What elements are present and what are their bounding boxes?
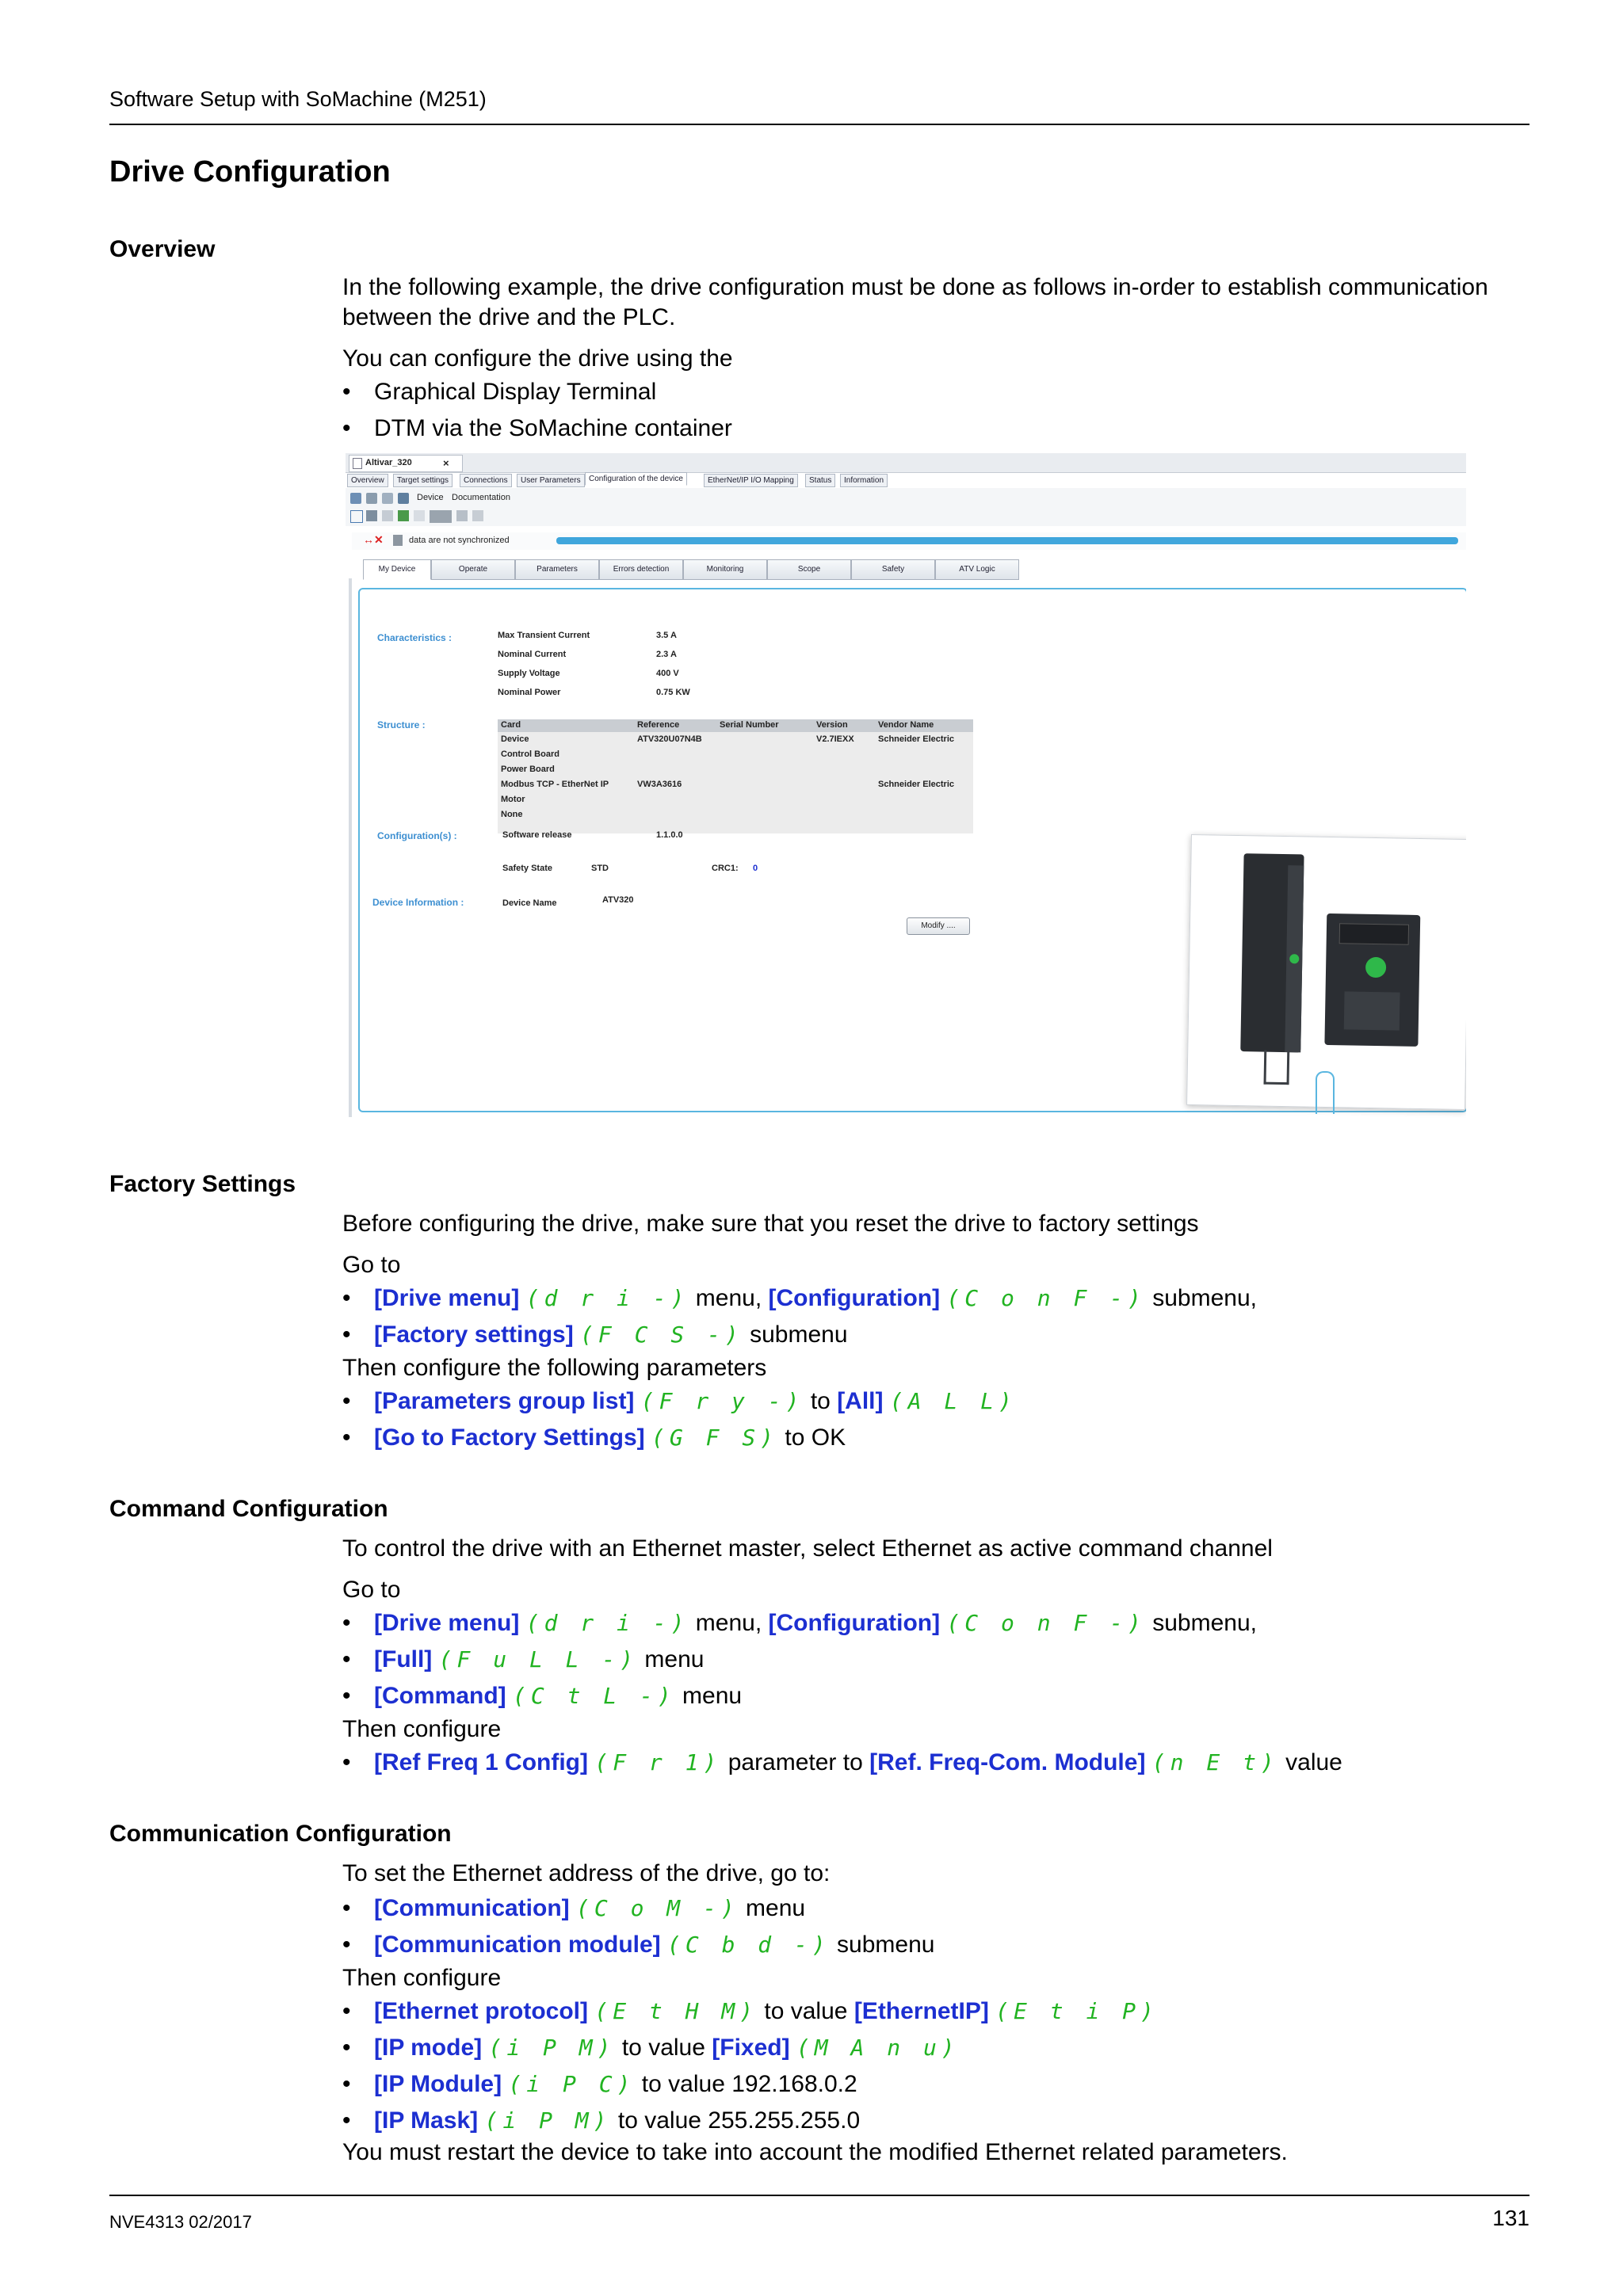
table-cell: V2.7IEXX [816, 734, 854, 744]
bullet: • [342, 1425, 351, 1451]
bullet: • [342, 1895, 351, 1921]
list-item: • [Go to Factory Settings] (G F S) to OK [342, 1425, 846, 1451]
tab-safety[interactable]: Safety [851, 559, 935, 580]
sync-progress-bar [556, 537, 1458, 544]
table-cell: VW3A3616 [637, 780, 682, 789]
list-item: • DTM via the SoMachine container [342, 415, 732, 441]
table-cell: Schneider Electric [878, 734, 954, 744]
safety-state-label: Safety State [502, 864, 552, 873]
list-item: • [Communication module] (C b d -) submenu [342, 1932, 935, 1958]
column-header: Reference [637, 720, 680, 730]
safety-state-value: STD [591, 864, 609, 873]
bullet: • [342, 1932, 351, 1958]
overview-paragraph-line-2: between the drive and the PLC. [342, 304, 676, 330]
tab-overview[interactable]: Overview [347, 474, 388, 487]
table-cell: Power Board [501, 765, 555, 774]
export-icon[interactable] [472, 510, 483, 521]
toolbar-documentation-menu[interactable]: Documentation [452, 493, 510, 502]
save-icon[interactable] [350, 510, 363, 523]
list-item: • Graphical Display Terminal [342, 379, 657, 405]
tab-operate[interactable]: Operate [431, 559, 515, 580]
table-cell: Device [501, 734, 529, 744]
tab-my-device[interactable]: My Device [363, 559, 431, 580]
toolbar [346, 488, 1466, 526]
compact-drive-display [1339, 923, 1409, 945]
tab-errors-detection[interactable]: Errors detection [599, 559, 683, 580]
column-header: Card [501, 720, 521, 730]
char-value: 400 V [656, 669, 679, 678]
toolbar-device-menu[interactable]: Device [417, 493, 444, 502]
tab-configuration-of-the-device[interactable]: Configuration of the device [585, 472, 687, 486]
list-item: • [Parameters group list] (F r y -) to [All] (A L L) [342, 1388, 1017, 1414]
device-name-label: Device Name [502, 898, 557, 908]
overview-paragraph-line-1: In the following example, the drive configuration must be done as follows in-order to establish communication [342, 274, 1488, 300]
table-cell: ATV320U07N4B [637, 734, 702, 744]
list-item: • [Ethernet protocol] (E t H M) to value [EthernetIP] (E t i P) [342, 1998, 1159, 2024]
bullet: • [342, 2035, 351, 2061]
left-border [349, 578, 352, 1117]
crc-value: 0 [753, 864, 758, 873]
list-item: • [Full] (F u L L -) menu [342, 1646, 705, 1672]
table-cell: Control Board [501, 749, 559, 759]
stop-icon[interactable] [414, 510, 425, 521]
bullet: • [342, 1322, 351, 1348]
bullet: • [342, 379, 351, 405]
page-title: Drive Configuration [109, 155, 391, 189]
structure-label: Structure : [377, 719, 426, 730]
factory-paragraph: Before configuring the drive, make sure that you reset the drive to factory settings [342, 1211, 1199, 1237]
configuration-label: Configuration(s) : [377, 830, 457, 841]
table-cell: Schneider Electric [878, 780, 954, 789]
list-item: • [Communication] (C o M -) menu [342, 1895, 806, 1921]
bullet: • [342, 1610, 351, 1636]
section-heading-factory-settings: Factory Settings [109, 1171, 296, 1197]
run-icon[interactable] [398, 510, 409, 521]
device-information-label: Device Information : [372, 897, 464, 908]
tab-user-parameters[interactable]: User Parameters [517, 474, 585, 487]
command-paragraph: To control the drive with an Ethernet master, select Ethernet as active command channel [342, 1535, 1273, 1562]
list-item: • [Factory settings] (F C S -) submenu [342, 1322, 848, 1348]
command-then: Then configure [342, 1716, 502, 1742]
connect-icon[interactable] [350, 493, 361, 504]
modify-button[interactable]: Modify .... [907, 917, 970, 935]
tab-connections[interactable]: Connections [460, 474, 512, 487]
list-item: • [Ref Freq 1 Config] (F r 1) parameter to [Ref. Freq-Com. Module] (n E t) value [342, 1749, 1342, 1775]
upload-icon[interactable] [382, 493, 393, 504]
window-tabbar [346, 453, 1466, 473]
tab-atv-logic[interactable]: ATV Logic [935, 559, 1019, 580]
chart-icon[interactable] [456, 510, 468, 521]
bullet: • [342, 1749, 351, 1775]
characteristics-label: Characteristics : [377, 632, 453, 643]
tab-parameters[interactable]: Parameters [515, 559, 599, 580]
page-number: 131 [1492, 2206, 1529, 2230]
communication-then: Then configure [342, 1965, 502, 1991]
section-heading-command-configuration: Command Configuration [109, 1496, 388, 1522]
char-name: Nominal Current [498, 650, 567, 659]
tab-status[interactable]: Status [805, 474, 835, 487]
section-heading-communication-configuration: Communication Configuration [109, 1821, 452, 1847]
bullet: • [342, 2107, 351, 2134]
list-item: • [IP mode] (i P M) to value [Fixed] (M A n u) [342, 2035, 960, 2061]
not-synchronized-icon: ↔✕ [363, 533, 384, 546]
grid-icon[interactable] [430, 510, 452, 523]
disconnect-icon[interactable] [366, 493, 377, 504]
crc-label: CRC1: [712, 864, 739, 873]
download-icon[interactable] [398, 493, 409, 504]
char-value: 0.75 KW [656, 688, 690, 697]
section-heading-overview: Overview [109, 236, 216, 262]
device-name-value: ATV320 [602, 895, 634, 905]
footer-doc-reference: NVE4313 02/2017 [109, 2212, 252, 2232]
list-item: • [Drive menu] (d r i -) menu, [Configuration] (C o n F -) submenu, [342, 1610, 1257, 1636]
communication-note: You must restart the device to take into account the modified Ethernet related parameters. [342, 2139, 1288, 2165]
char-name: Supply Voltage [498, 669, 560, 678]
list-item: • [Command] (C t L -) menu [342, 1683, 743, 1709]
char-name: Max Transient Current [498, 631, 590, 640]
table-cell: None [501, 810, 523, 819]
char-name: Nominal Power [498, 688, 561, 697]
communication-paragraph: To set the Ethernet address of the drive, go to: [342, 1860, 831, 1886]
overview-paragraph-2: You can configure the drive using the [342, 345, 733, 372]
column-header: Vendor Name [878, 720, 934, 730]
char-value: 2.3 A [656, 650, 677, 659]
bullet: • [342, 2071, 351, 2097]
table-cell: Modbus TCP - EtherNet IP [501, 780, 609, 789]
software-release-value: 1.1.0.0 [656, 830, 683, 840]
sync-status-text: data are not synchronized [409, 536, 510, 545]
software-release-label: Software release [502, 830, 572, 840]
settings-icon[interactable] [366, 510, 377, 521]
book-drive-bracket [1264, 1051, 1290, 1085]
footer-rule [109, 2195, 1529, 2196]
list-item: • [IP Module] (i P C) to value 192.168.0.2 [342, 2071, 857, 2097]
bullet: • [342, 1683, 351, 1709]
char-value: 3.5 A [656, 631, 677, 640]
factory-then: Then configure the following parameters [342, 1355, 767, 1381]
print-icon[interactable] [382, 510, 393, 521]
close-icon[interactable]: × [443, 457, 449, 469]
compact-drive-plate [1344, 991, 1400, 1030]
tab-target-settings[interactable]: Target settings [393, 474, 453, 487]
bullet: • [342, 1646, 351, 1672]
bullet: • [342, 1388, 351, 1414]
drive-product-photo [1186, 834, 1466, 1110]
factory-goto: Go to [342, 1252, 401, 1278]
column-header: Serial Number [720, 720, 779, 730]
tab-information[interactable]: Information [840, 474, 888, 487]
command-goto: Go to [342, 1577, 401, 1603]
bullet: • [342, 415, 351, 441]
running-header: Software Setup with SoMachine (M251) [109, 87, 487, 111]
column-header: Version [816, 720, 848, 730]
table-cell: Motor [501, 795, 525, 804]
device-icon [393, 535, 403, 546]
list-item: • [IP Mask] (i P M) to value 255.255.255.0 [342, 2107, 861, 2134]
tab-scope[interactable]: Scope [767, 559, 851, 580]
window-tab[interactable]: Altivar_320 × [349, 455, 463, 472]
panel-connector [1316, 1071, 1335, 1114]
list-item: • [Drive menu] (d r i -) menu, [Configuration] (C o n F -) submenu, [342, 1285, 1257, 1311]
dtm-screenshot [346, 453, 1466, 1120]
tab-ethernet-ip-io-mapping[interactable]: EtherNet/IP I/O Mapping [704, 474, 798, 487]
tab-monitoring[interactable]: Monitoring [683, 559, 767, 580]
bullet: • [342, 1285, 351, 1311]
document-icon [353, 458, 362, 469]
bullet: • [342, 1998, 351, 2024]
header-rule [109, 124, 1529, 125]
